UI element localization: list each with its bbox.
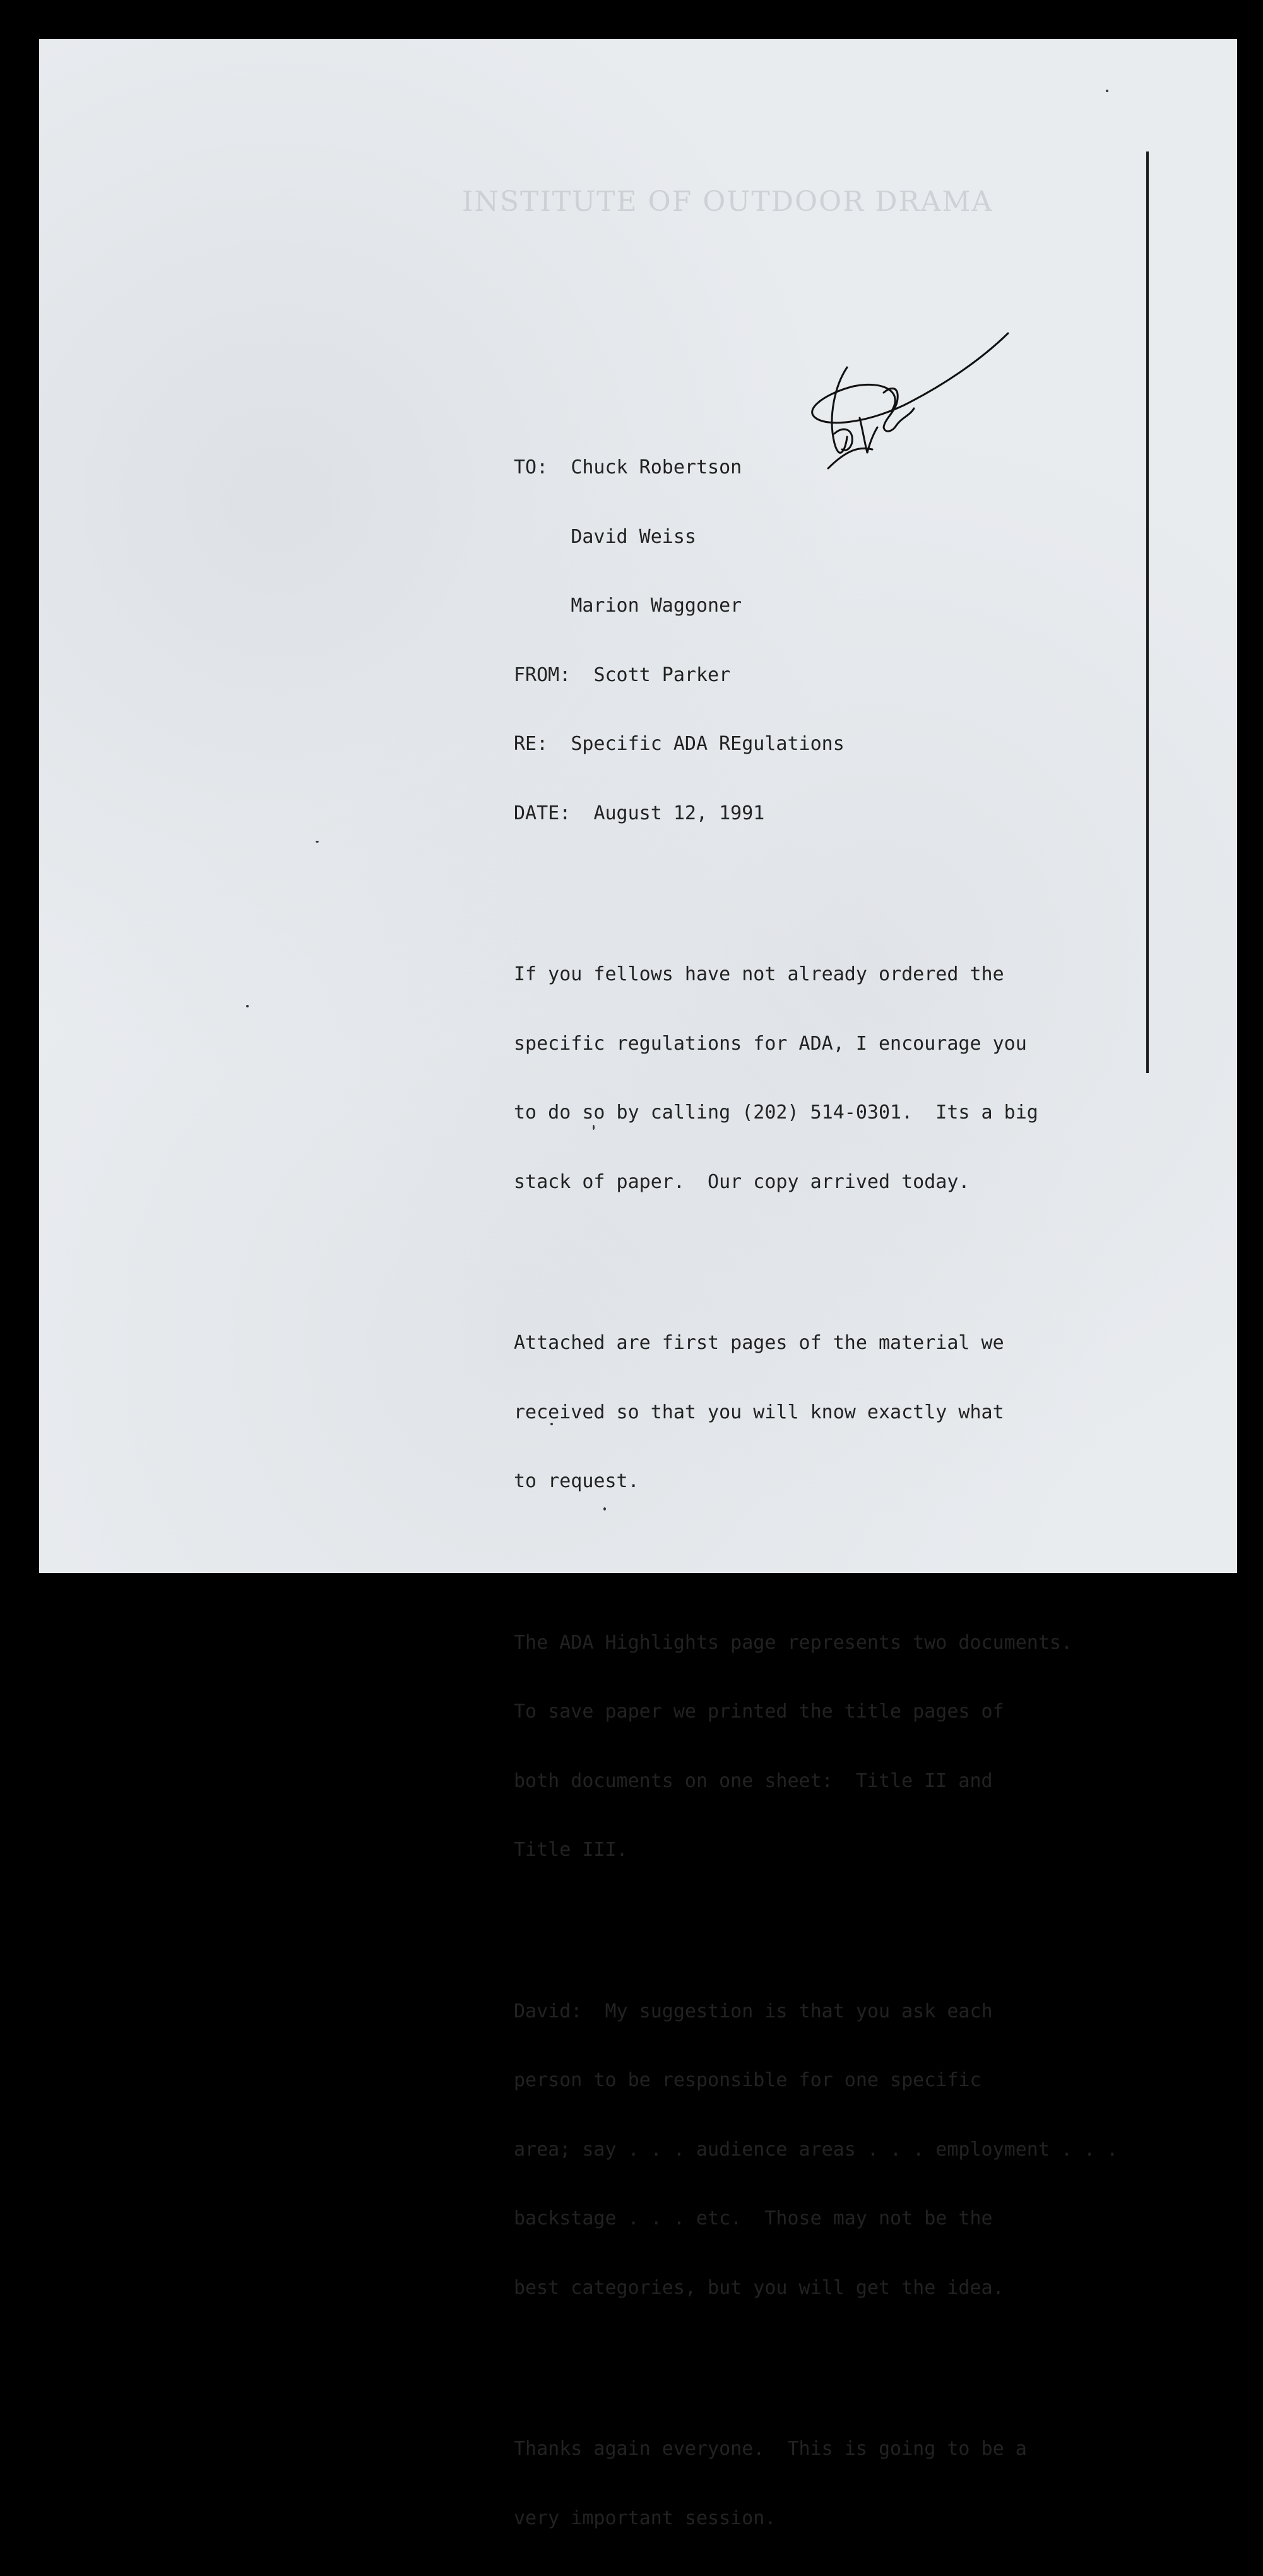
from-label: FROM: xyxy=(514,663,571,686)
paragraph-4-line: person to be responsible for one specific xyxy=(514,2069,981,2091)
memo-body xyxy=(514,410,1118,2576)
recipient-3: Marion Waggoner xyxy=(571,595,742,617)
from-value: Scott Parker xyxy=(593,663,731,686)
paragraph-1-line: stack of paper. Our copy arrived today. xyxy=(514,1170,970,1193)
paragraph-4-line: area; say . . . audience areas . . . employment . . . xyxy=(514,2138,1118,2161)
date-label: DATE: xyxy=(514,802,571,824)
letterhead xyxy=(462,186,993,218)
paper-speck xyxy=(550,1423,553,1425)
letterhead-title: INSTITUTE OF OUTDOOR DRAMA xyxy=(462,186,993,218)
paper-speck xyxy=(593,1125,595,1130)
paper-speck xyxy=(246,1005,249,1007)
memo-to-row xyxy=(514,456,1118,480)
paragraph-3-line: The ADA Highlights page represents two documents. xyxy=(514,1631,1073,1654)
scan-edge-mark xyxy=(1146,151,1149,1073)
paragraph-3-line: both documents on one sheet: Title II and xyxy=(514,1769,993,1792)
paragraph-1-line: to do so by calling (202) 514-0301. Its a big xyxy=(514,1101,1038,1124)
paragraph-4-line: backstage . . . etc. Those may not be the xyxy=(514,2207,993,2229)
paragraph-4-line: David: My suggestion is that you ask each xyxy=(514,2000,993,2022)
date-value: August 12, 1991 xyxy=(593,802,765,824)
memo-re-row xyxy=(514,733,1118,756)
memo-page xyxy=(39,39,1237,2529)
recipient-2: David Weiss xyxy=(571,525,696,548)
memo-recipient-row xyxy=(514,595,1118,618)
paragraph-1-line: If you fellows have not already ordered the xyxy=(514,963,1004,985)
memo-recipient-row xyxy=(514,526,1118,549)
to-label: TO: xyxy=(514,456,548,478)
re-value: Specific ADA REgulations xyxy=(571,733,845,755)
paragraph-4-line: best categories, but you will get the idea. xyxy=(514,2276,1004,2299)
paragraph-2-line: received so that you will know exactly what xyxy=(514,1401,1004,1423)
paragraph-3-line: To save paper we printed the title pages of xyxy=(514,1701,1004,1723)
paragraph-2-line: to request. xyxy=(514,1470,639,1492)
paragraph-2-line: Attached are first pages of the material we xyxy=(514,1332,1004,1354)
paragraph-1-line: specific regulations for ADA, I encourage you xyxy=(514,1032,1027,1055)
paragraph-3-line: Title III. xyxy=(514,1839,628,1861)
memo-from-row xyxy=(514,664,1118,687)
paper-speck xyxy=(603,1507,606,1511)
paragraph-5-line: very important session. xyxy=(514,2507,776,2529)
paper-speck xyxy=(1106,90,1108,92)
memo-date-row xyxy=(514,802,1118,826)
paragraph-5-line: Thanks again everyone. This is going to be a xyxy=(514,2438,1027,2460)
paper-speck xyxy=(316,841,319,843)
recipient-1: Chuck Robertson xyxy=(571,456,742,478)
re-label: RE: xyxy=(514,733,548,755)
